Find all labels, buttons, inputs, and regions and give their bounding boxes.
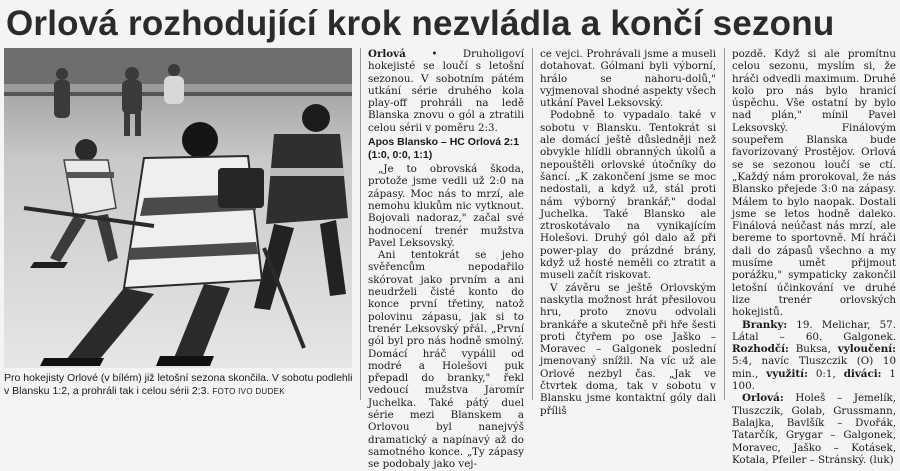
paragraph: pozdě. Když si ale promítnu celou sezonu, myslím si, že hráči odvedli maximum. Druhé kolo pro nás bylo hranicí úspěchu. Vše ostatní by bylo nad plán," mínil Pavel Leksovský. Finálovým soupeřem Blanska bude favorizovaný Prostějov. Orlová se se sezonou loučí se ctí. „Každý nám prorokoval, že nás Blansko přejede 3:0 na zápasy. Málem to bylo naopak. Dostali jsme se letos hodně daleko. Finálová neúčast nás mrzí, ale bereme to sportovně. Mí hráči dali do zápasů všechno a my musíme umět přijmout porážku," sympaticky zakončil letošní účinkování ve druhé lize trenér orlovských hokejistů. — [732, 48, 896, 319]
dateline: Orlová — [368, 48, 406, 60]
penalties-value: 5:4, navíc Tluszczik (O) 10 min., — [732, 355, 896, 380]
author-signature: (luk) — [869, 453, 894, 466]
paragraph: V závěru se ještě Orlovským naskytla možnost hrát přesilovou hru, proto znovu odvolali brankáře a skutečně při hře šesti proti čtyřem po ose Jaško – Moravec – Galgonek poslední jmenovaný snížil. Na víc už ale Orlové nezbyl čas. „Jak ve čtvrtek doma, tak v sobotu v Blansku jsme kontaktní góly dali příliš — [540, 281, 716, 417]
penalties-label: vyloučení: — [837, 343, 896, 356]
lineup — [732, 392, 896, 466]
match-period-score: (1:0, 0:0, 1:1) — [368, 148, 433, 161]
headline: Orlová rozhodující krok nezvládla a končí sezonu — [6, 4, 835, 43]
hockey-photo — [4, 48, 352, 368]
lineup-label: Orlová: — [742, 392, 784, 405]
photo-credit: FOTO IVO DUDEK — [212, 387, 285, 396]
attendance-value: 1 100. — [732, 367, 896, 393]
match-stats — [732, 319, 896, 393]
article-column-3 — [732, 48, 897, 466]
caption-text: Pro hokejisty Orlové (v bílém) již letošní sezona skončila. V sobotu podlehli v Blansku 1:2, a prohráli tak i celou sérii 2:3. — [4, 372, 353, 397]
article-column-1 — [368, 48, 524, 471]
powerplay-value: 0:1, — [815, 367, 836, 380]
goals-value: 19. Melichar, 57. Látal – 60. Galgonek. — [732, 318, 897, 343]
paragraph: ce vejci. Prohrávali jsme a museli dotahovat. Gólmani byli výborní, hrálo se nahoru-dolů," vyjmenoval shodné aspekty všech utkání Pavel Leksovský. — [540, 48, 716, 110]
attendance-label: diváci: — [843, 367, 882, 380]
powerplay-label: využití: — [766, 367, 808, 380]
lead-text: Druholigoví hokejisté se loučí s letošní sezonou. V sobotním pátém utkání série druhého kola play-off prohráli na ledě Blanska znovu o gól a ztratili celou sérii v poměru 2:3. — [368, 48, 524, 134]
paragraph: Podobně to vypadalo také v sobotu v Blansku. Tentokrát si ale domácí ještě důsledněji než obvykle hlídli obranných úkolů a nepouštěli orlovské útočníky do šancí. „K zakončení jsme se moc nedostali, a když už, stál proti nám výborný brankář," dodal Juchelka. Také Blansko ale ztroskotávalo na vynikajícím Holešovi. Druhý gól dalo až při power-play do prázdné brány, když už hosté neměli co ztratit a museli začít riskovat. — [540, 109, 716, 282]
referee-label: Rozhodčí: — [732, 343, 789, 356]
lead-paragraph — [368, 48, 524, 134]
paragraph: „Je to obrovská škoda, protože jsme vedli už 2:0 na zápasy. Moc nás to mrzí, ale nemohu klukům nic vytknout. Bojovali nadoraz," začal své hodnocení trenér mužstva Pavel Leksovský. — [368, 163, 524, 249]
column-rule — [532, 48, 533, 400]
goals-label: Branky: — [742, 318, 788, 331]
dateline-bullet: • — [431, 48, 438, 60]
referee-value: Buksa, — [795, 343, 831, 356]
match-title: Apos Blansko – HC Orlová 2:1 — [368, 136, 520, 149]
lineup-value: Holeš – Jemelík, Tluszczik, Golab, Grussmann, Balajka, Bavlšík – Dvořák, Tatarčík, Grygar – Galgonek, Moravec, Jaško – Kotásek, Kotala, Pfeiler – Stránský. — [732, 392, 896, 466]
column-rule — [360, 48, 361, 400]
photo-caption — [4, 372, 356, 398]
article-column-2 — [540, 48, 716, 417]
column-rule — [724, 48, 725, 400]
paragraph: Ani tentokrát se jeho svěřencům nepodařilo skórovat jako prvním a ani neudrželi čisté konto do konce první třetiny, natož polovinu zápasu, jak si to trenér Leksovský přál. „První gól byl pro nás hodně smolný. Domácí hráč vypálil od modré a Holešovi puk přepadl do branky," řekl vedoucí mužstva Jaromír Juchelka. Také pátý duel série mezi Blanskem a Orlovou byl nanejvýš dramatický a napínavý až do samotného konce. „Ty zápasy se podobaly jako vej- — [368, 249, 524, 471]
